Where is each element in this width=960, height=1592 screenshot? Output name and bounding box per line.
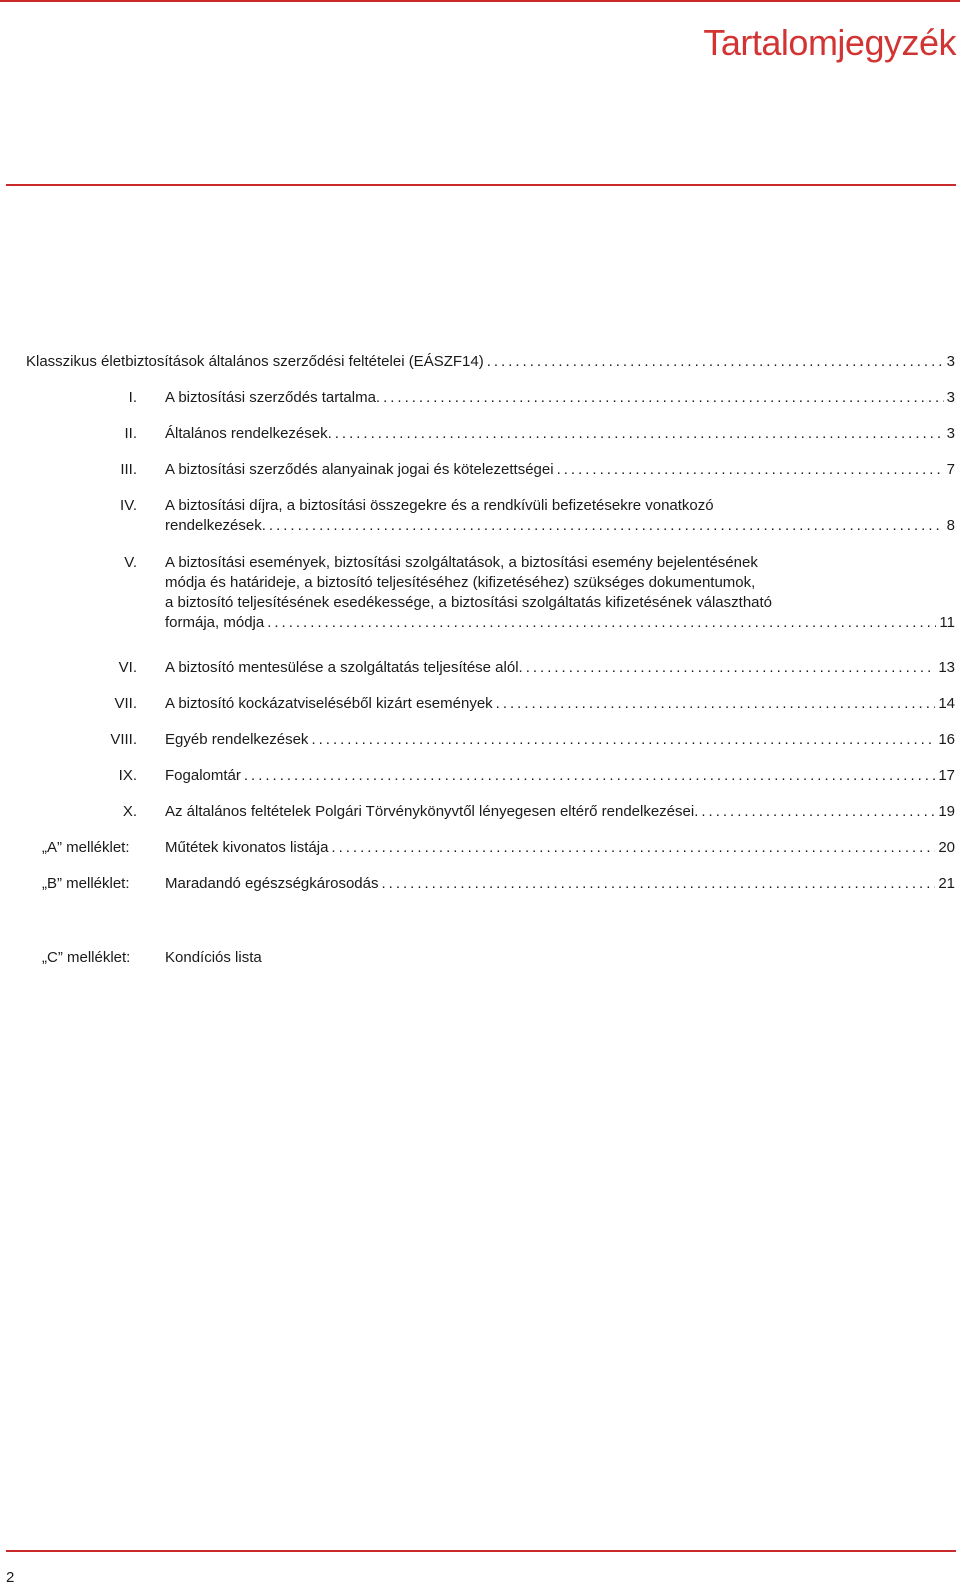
section-number: X. bbox=[122, 803, 137, 820]
section-number: IV. bbox=[120, 497, 137, 514]
toc-entry-text: Fogalomtár bbox=[165, 767, 241, 784]
toc-entry-text: Általános rendelkezések. bbox=[165, 425, 332, 442]
leader-dots bbox=[267, 613, 936, 633]
leader-dots bbox=[496, 694, 936, 714]
toc-entry-text: módja és határideje, a biztosító teljesítéséhez (kifizetéséhez) szükséges dokumentumok, bbox=[165, 574, 756, 591]
toc-entry-text: A biztosítási események, biztosítási szolgáltatások, a biztosítási esemény bejelentésének bbox=[165, 554, 758, 571]
section-number: V. bbox=[124, 554, 137, 571]
footer-divider bbox=[6, 1550, 956, 1552]
toc-entry-text: A biztosítási díjra, a biztosítási összegekre és a rendkívüli befizetésekre vonatkozó bbox=[165, 497, 714, 514]
section-number: IX. bbox=[118, 767, 137, 784]
toc-entry-text: Kondíciós lista bbox=[165, 949, 262, 966]
toc-page-number: 3 bbox=[946, 425, 955, 442]
toc-page-number: 3 bbox=[946, 389, 955, 406]
toc-page-number: 8 bbox=[946, 517, 955, 534]
toc-page-number: 3 bbox=[946, 353, 955, 370]
toc-page-number: 7 bbox=[946, 461, 955, 478]
leader-dots bbox=[487, 352, 944, 372]
leader-dots bbox=[311, 730, 935, 750]
leader-dots bbox=[269, 516, 944, 536]
section-number: III. bbox=[120, 461, 137, 478]
toc-entry-text: rendelkezések. bbox=[165, 517, 266, 534]
toc-entry-text: A biztosítási szerződés tartalma. bbox=[165, 389, 381, 406]
leader-dots bbox=[244, 766, 935, 786]
toc-page-number: 11 bbox=[939, 614, 955, 631]
toc-page-number: 20 bbox=[938, 839, 955, 856]
annex-label: „B” melléklet: bbox=[42, 875, 130, 892]
toc-entry-text: A biztosító kockázatviseléséből kizárt események bbox=[165, 695, 493, 712]
page-number: 2 bbox=[6, 1569, 15, 1586]
toc-entry-text: Egyéb rendelkezések bbox=[165, 731, 309, 748]
leader-dots bbox=[381, 874, 935, 894]
leader-dots bbox=[557, 460, 944, 480]
title-divider bbox=[6, 184, 956, 186]
toc-entry-text: formája, módja bbox=[165, 614, 265, 631]
toc-entry-text: Klasszikus életbiztosítások általános szerződési feltételei (EÁSZF14) bbox=[26, 353, 484, 370]
leader-dots bbox=[526, 658, 936, 678]
leader-dots bbox=[335, 424, 944, 444]
toc-entry-text: Műtétek kivonatos listája bbox=[165, 839, 329, 856]
annex-label: „A” melléklet: bbox=[42, 839, 130, 856]
toc-page-number: 21 bbox=[938, 875, 955, 892]
leader-dots bbox=[331, 838, 935, 858]
top-rule bbox=[0, 0, 960, 2]
toc-page-number: 14 bbox=[938, 695, 955, 712]
toc-entry-text: Maradandó egészségkárosodás bbox=[165, 875, 379, 892]
toc-entry-text: A biztosítási szerződés alanyainak jogai és kötelezettségei bbox=[165, 461, 554, 478]
toc-page-number: 13 bbox=[938, 659, 955, 676]
annex-label: „C” melléklet: bbox=[42, 949, 131, 966]
toc-entry-text: a biztosító teljesítésének esedékessége, a biztosítási szolgáltatás kifizetésének választható bbox=[165, 594, 773, 611]
section-number: II. bbox=[124, 425, 137, 442]
section-number: VI. bbox=[118, 659, 137, 676]
page-title: Tartalomjegyzék bbox=[703, 22, 956, 63]
toc-page-number: 17 bbox=[938, 767, 955, 784]
section-number: I. bbox=[128, 389, 137, 406]
toc-page-number: 16 bbox=[938, 731, 955, 748]
toc-page-number: 19 bbox=[938, 803, 955, 820]
toc-entry-text: Az általános feltételek Polgári Törvénykönyvtől lényegesen eltérő rendelkezései. bbox=[165, 803, 699, 820]
leader-dots bbox=[383, 388, 944, 408]
leader-dots bbox=[701, 802, 935, 822]
toc-entry-text: A biztosító mentesülése a szolgáltatás teljesítése alól. bbox=[165, 659, 523, 676]
section-number: VII. bbox=[114, 695, 137, 712]
section-number: VIII. bbox=[110, 731, 137, 748]
